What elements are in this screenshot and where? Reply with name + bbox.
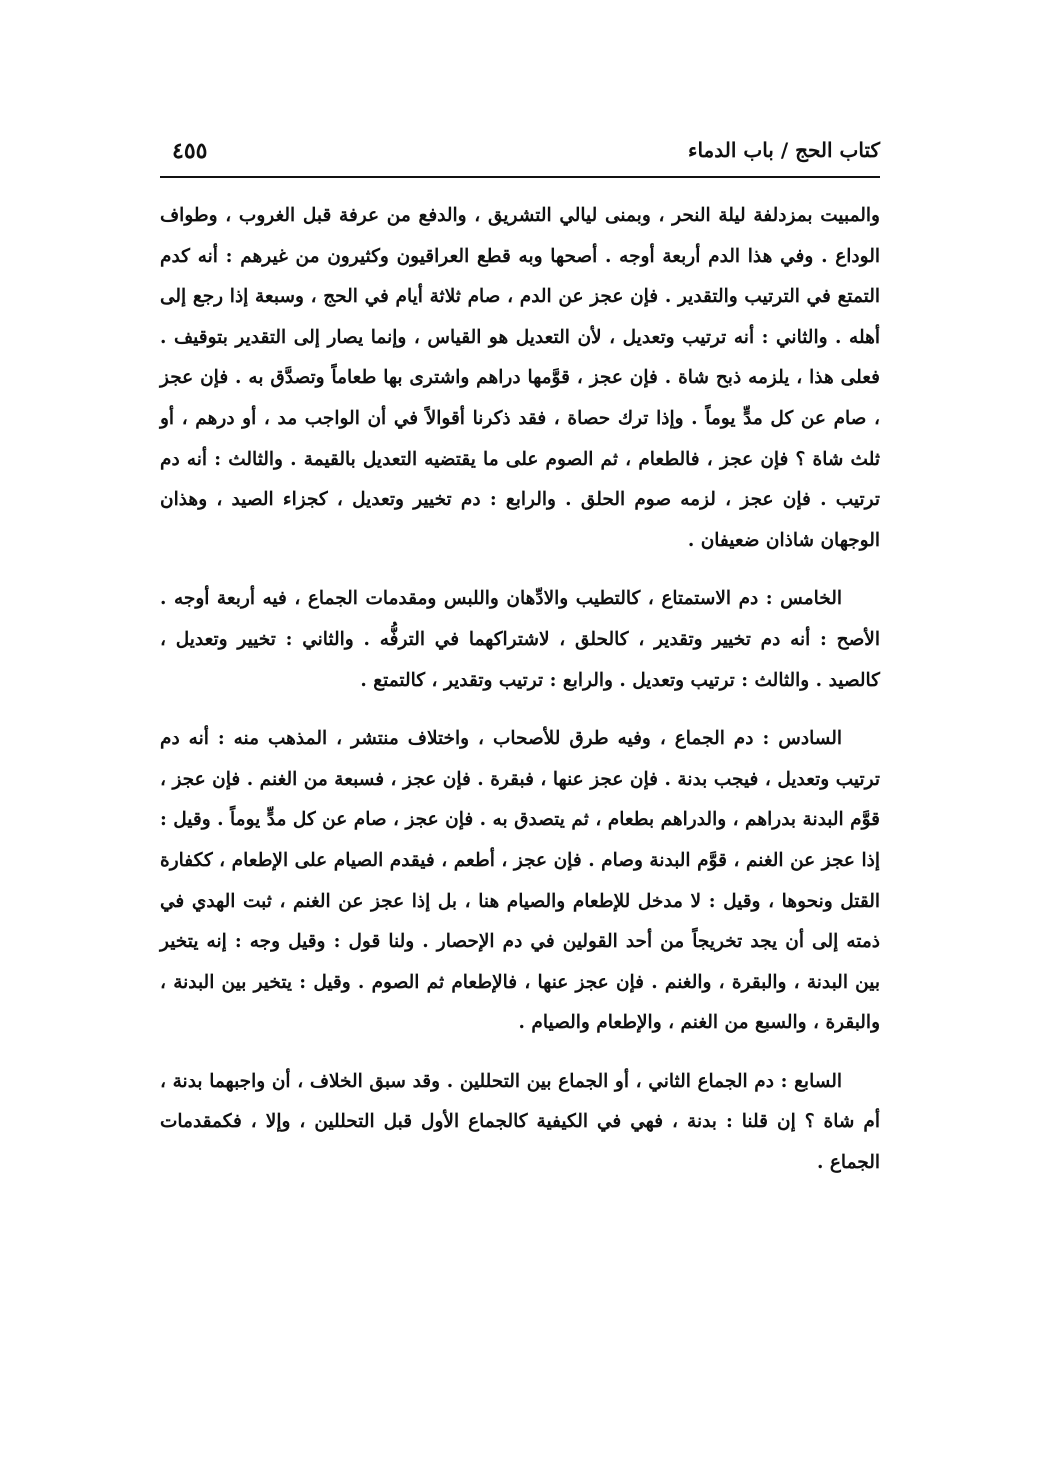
book-page xyxy=(160,138,880,1338)
page-number: ٤٥٥ xyxy=(172,138,208,164)
paragraph-sixth-blood: السادس : دم الجماع ، وفيه طرق للأصحاب ، واختلاف منتشر ، المذهب منه : أنه دم ترتيب وتعديل ، فيجب بدنة . فإن عجز عنها ، فبقرة . فإن عجز ، فسبعة من الغنم . فإن عجز ، قوَّم البدنة بدراهم ، والدراهم بطعام ، ثم يتصدق به . فإن عجز ، صام عن كل مدٍّ يوماً . وقيل : إذا عجز عن الغنم ، قوَّم البدنة وصام . فإن عجز ، أطعم ، فيقدم الصيام على الإطعام ، ككفارة القتل ونحوها ، وقيل : لا مدخل للإطعام والصيام هنا ، بل إذا عجز عن الغنم ، ثبت الهدي في ذمته إلى أن يجد تخريجاً من أحد القولين في دم الإحصار . ولنا قول : وقيل وجه : إنه يتخير بين البدنة ، والبقرة ، والغنم . فإن عجز عنها ، فالإطعام ثم الصوم . وقيل : يتخير بين البدنة ، والبقرة ، والسبع من الغنم ، والإطعام والصيام . xyxy=(160,728,880,1034)
paragraph-seventh-blood: السابع : دم الجماع الثاني ، أو الجماع بين التحللين . وقد سبق الخلاف ، أن واجبهما بدنة ، أم شاة ؟ إن قلنا : بدنة ، فهي في الكيفية كالجماع الأول قبل التحللين ، وإلا ، فكمقدمات الجماع . xyxy=(160,1070,880,1174)
chapter-title: كتاب الحج / باب الدماء xyxy=(688,138,880,162)
paragraph-fifth-blood: الخامس : دم الاستمتاع ، كالتطيب والادِّهان واللبس ومقدمات الجماع ، فيه أربعة أوجه . الأصح : أنه دم تخيير وتقدير ، كالحلق ، لاشتراكهما في الترفُّه . والثاني : تخيير وتعديل ، كالصيد . والثالث : ترتيب وتعديل . والرابع : ترتيب وتقدير ، كالتمتع . xyxy=(160,588,880,691)
running-header xyxy=(160,138,880,178)
paragraph-continuation: والمبيت بمزدلفة ليلة النحر ، وبمنى ليالي التشريق ، والدفع من عرفة قبل الغروب ، وطواف الوداع . وفي هذا الدم أربعة أوجه . أصحها وبه قطع العراقيون وكثيرون من غيرهم : أنه كدم التمتع في الترتيب والتقدير . فإن عجز عن الدم ، صام ثلاثة أيام في الحج ، وسبعة إذا رجع إلى أهله . والثاني : أنه ترتيب وتعديل ، لأن التعديل هو القياس ، وإنما يصار إلى التقدير بتوقيف . فعلى هذا ، يلزمه ذبح شاة . فإن عجز ، قوَّمها دراهم واشترى بها طعاماً وتصدَّق به . فإن عجز ، صام عن كل مدٍّ يوماً . وإذا ترك حصاة ، فقد ذكرنا أقوالاً في أن الواجب مد ، أو درهم ، أو ثلث شاة ؟ فإن عجز ، فالطعام ، ثم الصوم على ما يقتضيه التعديل بالقيمة . والثالث : أنه دم ترتيب . فإن عجز ، لزمه صوم الحلق . والرابع : دم تخيير وتعديل ، كجزاء الصيد ، وهذان الوجهان شاذان ضعيفان . xyxy=(160,205,880,551)
body-text xyxy=(160,196,880,1184)
